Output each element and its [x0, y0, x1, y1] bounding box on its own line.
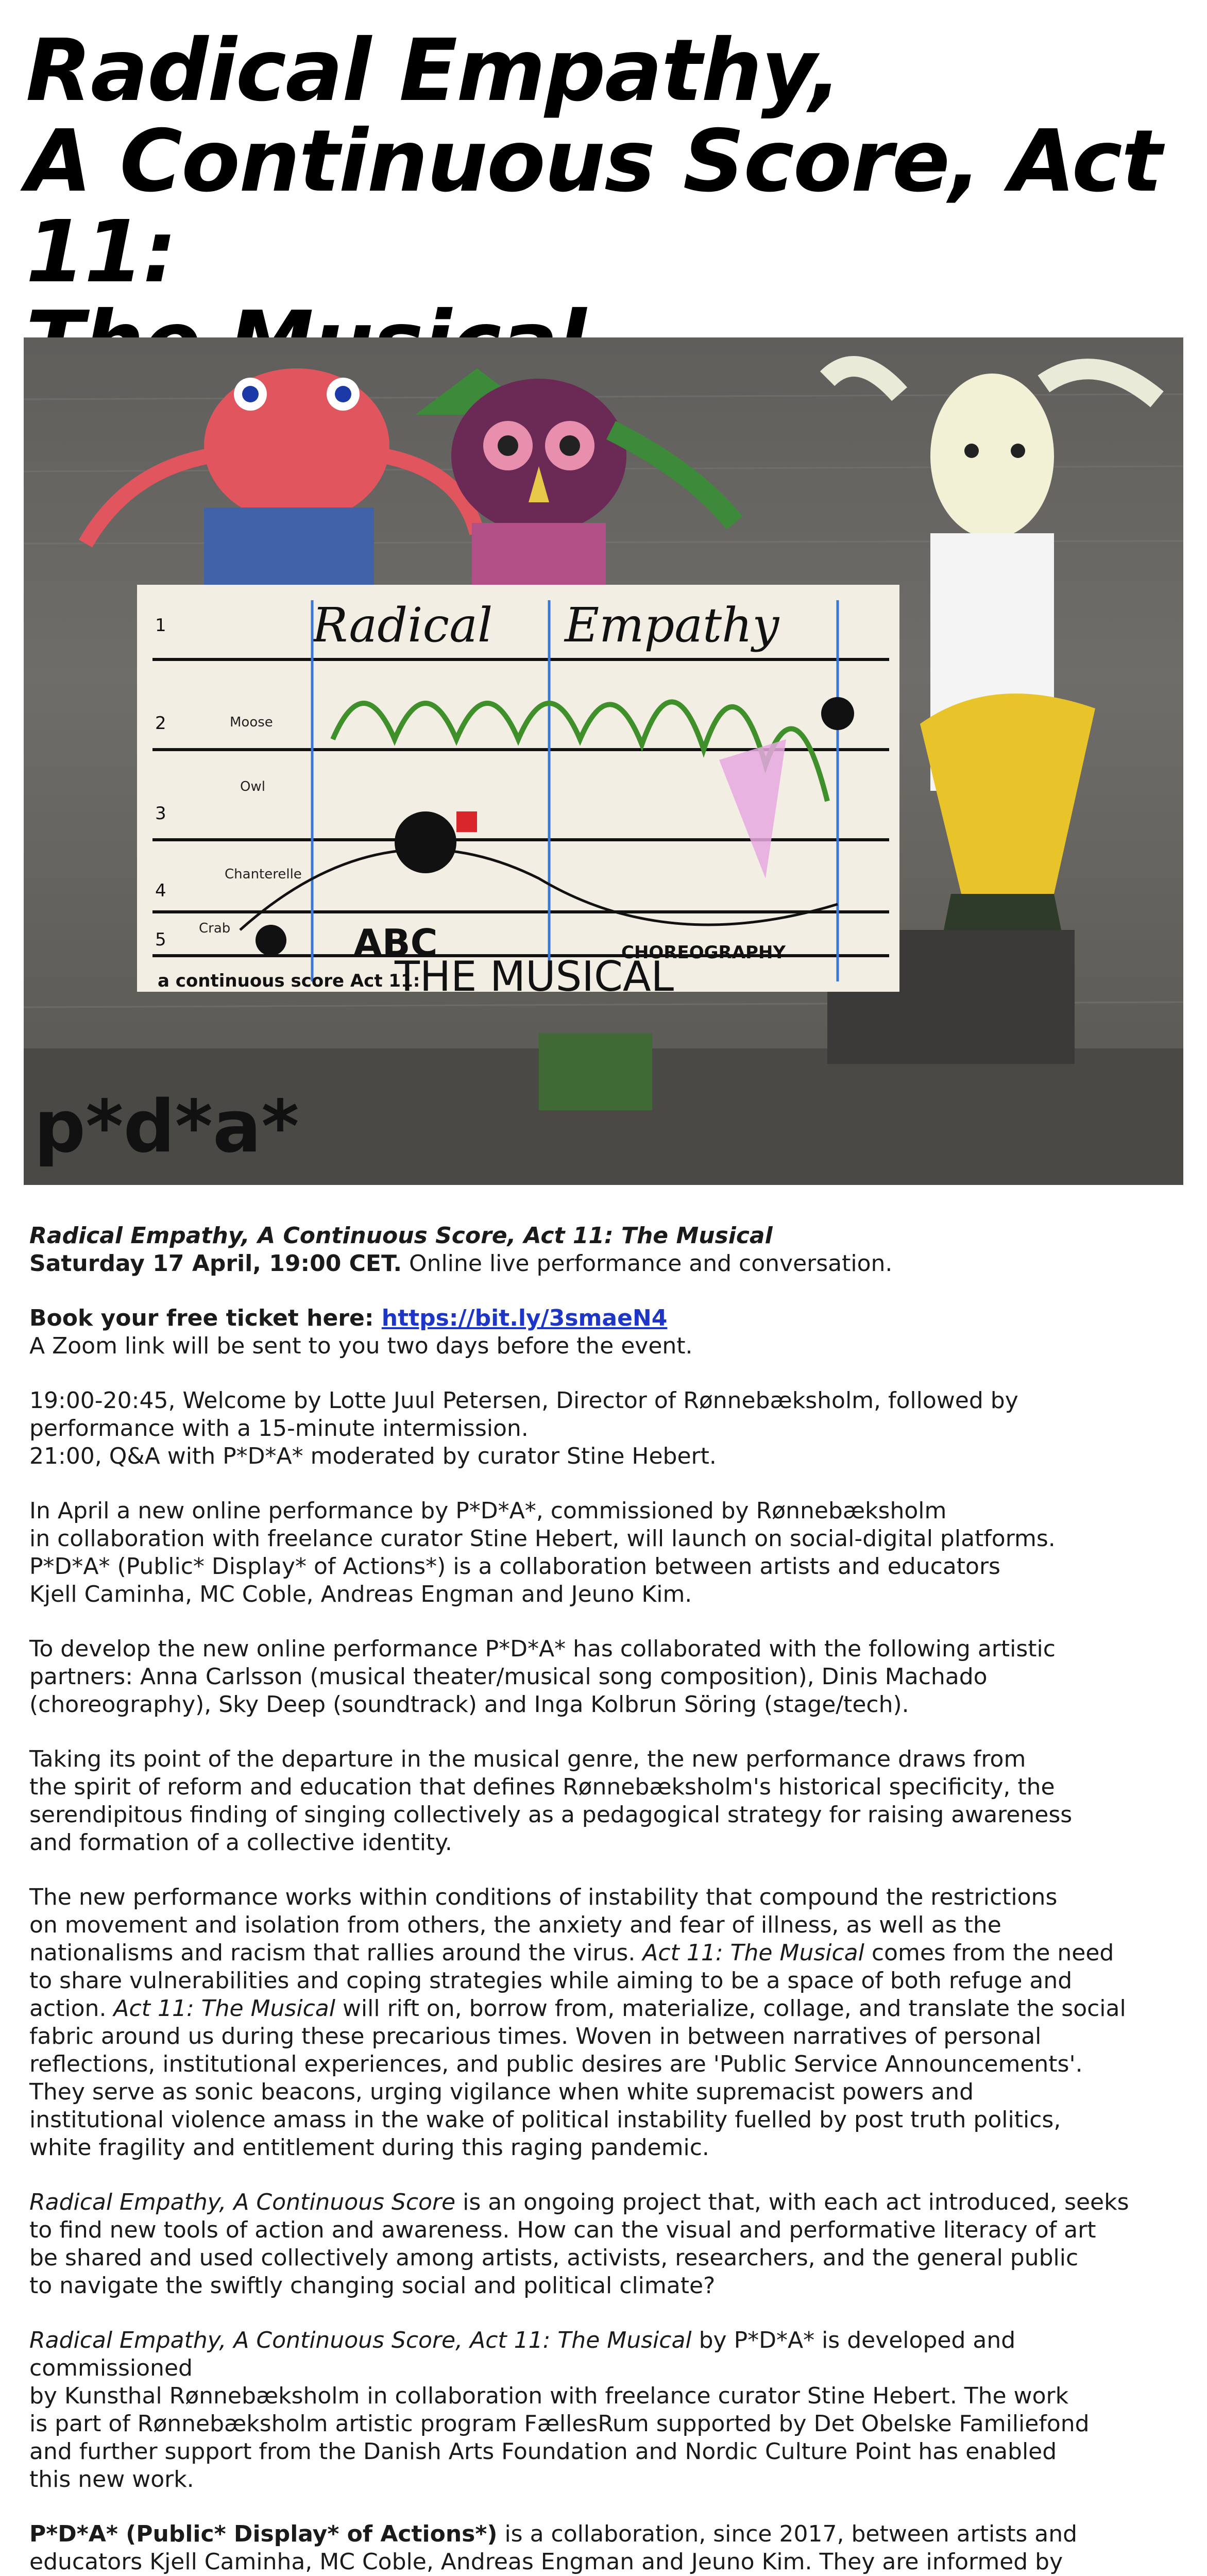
text-line: The new performance works within conditions of instability that compound the restrictions: [29, 1884, 1058, 1910]
score-choreography: CHOREOGRAPHY: [621, 942, 786, 963]
score-subtitle-big: THE MUSICAL: [395, 953, 674, 1001]
text-line: P*D*A* (Public* Display* of Actions*) is a collaboration between artists and educators: [29, 1553, 1000, 1580]
hero-pda-logo: p*d*a*: [34, 1085, 299, 1169]
paragraph-ongoing: [29, 2189, 1163, 2300]
text-span: is a collaboration, since 2017, between artists and: [497, 2521, 1078, 2547]
text-line: partners: Anna Carlsson (musical theater/musical song composition), Dinis Machado: [29, 1664, 988, 1690]
text-line: the spirit of reform and education that defines Rønnebæksholm's historical specificity, the: [29, 1774, 1055, 1800]
text-span-italic: Radical Empathy, A Continuous Score: [29, 2189, 456, 2215]
staff-label-crab: Crab: [199, 921, 231, 936]
paragraph-genre: [29, 1745, 1163, 1857]
score-abc: ABC: [353, 921, 438, 964]
owl-mask: [415, 368, 735, 616]
event-description: [29, 1222, 1163, 2576]
staff-number-4: 4: [155, 880, 166, 901]
ticket-label: Book your free ticket here:: [29, 1305, 382, 1331]
staff-number-1: 1: [155, 615, 166, 636]
paragraph-credits: [29, 2327, 1163, 2494]
staff-label-moose: Moose: [230, 715, 273, 730]
event-title: Radical Empathy, A Continuous Score, Act 11: The Musical: [29, 1223, 773, 1249]
ticket-link[interactable]: https://bit.ly/3smaeN4: [381, 1305, 668, 1331]
text-span: comes from the need: [864, 1940, 1114, 1966]
crab-mask: [86, 368, 477, 611]
text-span-bold: P*D*A* (Public* Display* of Actions*): [29, 2521, 498, 2547]
text-span: nationalisms and racism that rallies around the virus.: [29, 1940, 643, 1966]
text-line: white fragility and entitlement during this raging pandemic.: [29, 2134, 709, 2161]
text-line: to share vulnerabilities and coping strategies while aiming to be a space of both refuge and: [29, 1968, 1073, 1994]
paragraph-conditions: [29, 1884, 1163, 2162]
text-line: reflections, institutional experiences, and public desires are 'Public Service Announcements'.: [29, 2051, 1083, 2077]
event-format: Online live performance and conversation.: [402, 1250, 893, 1277]
text-line: and formation of a collective identity.: [29, 1829, 452, 1856]
text-line: this new work.: [29, 2466, 194, 2493]
staff-label-chanterelle: Chanterelle: [225, 867, 302, 882]
paragraph-partners: [29, 1635, 1163, 1719]
text-span-italic: Act 11: The Musical: [113, 1995, 335, 2022]
text-line: institutional violence amass in the wake of political instability fuelled by post truth politics,: [29, 2107, 1061, 2133]
text-line: is part of Rønnebæksholm artistic program FællesRum supported by Det Obelske Familiefond: [29, 2411, 1090, 2437]
text-span-italic: Act 11: The Musical: [642, 1940, 864, 1966]
text-line: educators Kjell Caminha, MC Coble, Andreas Engman and Jeuno Kim. They are informed by: [29, 2549, 1063, 2575]
score-subtitle-small: a continuous score Act 11:: [158, 971, 420, 991]
text-line: in collaboration with freelance curator Stine Hebert, will launch on social-digital platforms.: [29, 1526, 1056, 1552]
hero-illustration: [24, 337, 1183, 1185]
event-header: [29, 1222, 1163, 1278]
text-line: Kjell Caminha, MC Coble, Andreas Engman and Jeuno Kim.: [29, 1581, 692, 1607]
staff-number-5: 5: [155, 929, 166, 950]
paragraph-about-pda: [29, 2520, 1163, 2576]
page-title: [26, 21, 1180, 388]
text-line: serendipitous finding of singing collectively as a pedagogical strategy for raising awareness: [29, 1802, 1073, 1828]
hero-image: [24, 337, 1183, 1185]
score-board: [137, 585, 899, 1001]
text-line: fabric around us during these precarious times. Woven in between narratives of personal: [29, 2023, 1042, 2049]
schedule-line: 19:00-20:45, Welcome by Lotte Juul Petersen, Director of Rønnebæksholm, followed by: [29, 1387, 1018, 1414]
schedule-line: performance with a 15-minute intermission.: [29, 1415, 529, 1442]
text-span: by P*D*A* is developed and commissioned: [29, 2327, 1016, 2381]
text-line: to find new tools of action and awareness. How can the visual and performative literacy of art: [29, 2217, 1096, 2243]
schedule-paragraph: [29, 1387, 1163, 1470]
text-line: They serve as sonic beacons, urging vigilance when white supremacist powers and: [29, 2079, 974, 2105]
schedule-line: 21:00, Q&A with P*D*A* moderated by curator Stine Hebert.: [29, 1443, 717, 1469]
text-line: (choreography), Sky Deep (soundtrack) and Inga Kolbrun Söring (stage/tech).: [29, 1691, 909, 1718]
score-title-left: Radical: [312, 598, 493, 653]
staff-number-3: 3: [155, 803, 166, 824]
title-line-1: Radical Empathy,: [26, 21, 841, 121]
text-line: by Kunsthal Rønnebæksholm in collaboration with freelance curator Stine Hebert. The work: [29, 2383, 1069, 2409]
staff-number-2: 2: [155, 713, 166, 734]
text-line: Taking its point of the departure in the musical genre, the new performance draws from: [29, 1746, 1026, 1772]
title-line-2: A Continuous Score, Act 11:: [26, 112, 1162, 302]
paragraph-intro: [29, 1497, 1163, 1608]
event-date: Saturday 17 April, 19:00 CET.: [29, 1250, 402, 1277]
text-line: To develop the new online performance P*D*A* has collaborated with the following artistic: [29, 1636, 1056, 1662]
text-span-italic: Radical Empathy, A Continuous Score, Act 11: The Musical: [29, 2327, 692, 2353]
text-span: action.: [29, 1995, 114, 2022]
text-line: be shared and used collectively among artists, activists, researchers, and the general public: [29, 2245, 1079, 2271]
text-line: In April a new online performance by P*D*A*, commissioned by Rønnebæksholm: [29, 1498, 947, 1524]
text-span: is an ongoing project that, with each act introduced, seeks: [455, 2189, 1129, 2215]
ticket-paragraph: [29, 1304, 1163, 1360]
score-title-right: Empathy: [565, 598, 779, 653]
text-span: will rift on, borrow from, materialize, collage, and translate the social: [335, 1995, 1126, 2022]
text-line: and further support from the Danish Arts Foundation and Nordic Culture Point has enabled: [29, 2438, 1057, 2465]
text-line: on movement and isolation from others, the anxiety and fear of illness, as well as the: [29, 1912, 1001, 1938]
staff-label-owl: Owl: [240, 779, 265, 794]
text-line: to navigate the swiftly changing social and political climate?: [29, 2273, 716, 2299]
zoom-note: A Zoom link will be sent to you two days before the event.: [29, 1333, 693, 1359]
